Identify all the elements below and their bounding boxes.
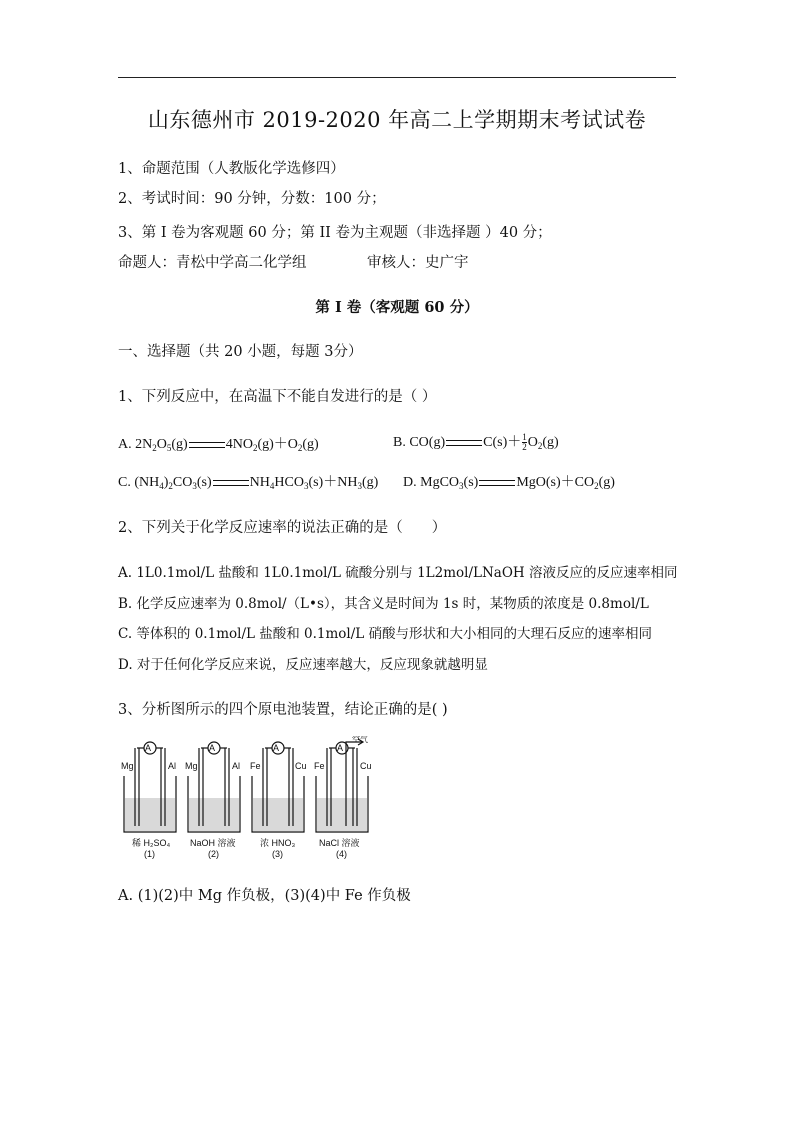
cell-1-left-electrode: Mg <box>121 761 134 771</box>
cell-2-right-electrode: Al <box>232 761 241 771</box>
q1-option-b-equation: CO(g) C(s)＋ $\frac{1}{2}$ $O_2(g)$ <box>409 432 559 453</box>
cell-4-number: (4) <box>336 849 347 859</box>
q1-option-d-equation: MgCO$_3$(s) $MgO(s)+CO_2(g)$ <box>420 475 615 491</box>
q2-option-d: D. 对于任何化学反应来说，反应速率越大，反应现象就越明显 <box>118 657 488 673</box>
q2-option-b: B. 化学反应速率为 0.8mol/（L•s），其含义是时间为 1s 时，某物质的浓度是 0.8mol/L <box>118 596 649 612</box>
info-structure: 3、第 I 卷为客观题 60 分；第 II 卷为主观题（非选择题 ）40 分； <box>118 225 552 241</box>
q1-option-b <box>393 431 559 452</box>
q1-option-c-equation: $(NH_4)_2CO_3(s)$ $NH_4HCO_3(s)+NH_3(g)$ <box>134 475 379 491</box>
cell-4-left-electrode: Fe <box>314 761 325 771</box>
page-title: 山东德州市 2019-2020 年高二上学期期末考试试卷 <box>147 108 647 132</box>
header-rule <box>118 77 676 78</box>
galvanic-cells-figure <box>118 736 388 864</box>
part-heading: 一、选择题（共 20 小题，每题 3分） <box>118 344 363 360</box>
ammeter-1-label: A <box>145 743 152 753</box>
cell-4-right-electrode: Cu <box>360 761 372 771</box>
cell-3-number: (3) <box>272 849 283 859</box>
q1-stem: 1、下列反应中，在高温下不能自发进行的是（ ） <box>118 389 437 405</box>
ammeter-3-label: A <box>273 743 280 753</box>
cell-2-solution: NaOH 溶液 <box>190 838 236 848</box>
info-reviewer: 审核人：史广宇 <box>367 255 469 271</box>
q2-option-c: C. 等体积的 0.1mol/L 盐酸和 0.1mol/L 硝酸与形状和大小相同的大理石反应的速率相同 <box>118 626 653 642</box>
cell-3-solution: 浓 HNO₃ <box>260 838 296 848</box>
q3-stem: 3、分析图所示的四个原电池装置，结论正确的是( ) <box>118 702 448 718</box>
q1-option-a <box>118 433 319 453</box>
q1-option-c <box>118 471 378 491</box>
q1-option-a-label: A. <box>118 437 132 452</box>
q1-option-b-label: B. <box>393 435 406 450</box>
ammeter-4-label: A <box>337 743 344 753</box>
q2-option-a: A. 1L0.1mol/L 盐酸和 1L0.1mol/L 硫酸分别与 1L2mol/LNaOH 溶液反应的反应速率相同 <box>118 565 678 581</box>
cell-2-number: (2) <box>208 849 219 859</box>
info-scope: 1、命题范围（人教版化学选修四） <box>118 161 345 177</box>
q2-stem: 2、下列关于化学反应速率的说法正确的是（ ） <box>118 520 447 536</box>
q1-option-d <box>403 471 615 491</box>
air-label: 空气 <box>352 736 368 744</box>
cell-3-left-electrode: Fe <box>250 761 261 771</box>
info-time: 2、考试时间：90 分钟，分数：100 分； <box>118 191 386 207</box>
cell-2-left-electrode: Mg <box>185 761 198 771</box>
q3-option-a: A. (1)(2)中 Mg 作负极，(3)(4)中 Fe 作负极 <box>118 888 411 904</box>
ammeter-2-label: A <box>209 743 216 753</box>
cell-1-number: (1) <box>144 849 155 859</box>
info-author: 命题人：青松中学高二化学组 <box>118 255 307 271</box>
cell-1-right-electrode: Al <box>168 761 177 771</box>
q1-option-a-equation: $2N_2O_5(g)$ $4NO_2(g)+O_2(g)$ <box>135 437 319 453</box>
q1-option-d-label: D. <box>403 475 417 490</box>
section-title: 第 I 卷（客观题 60 分） <box>315 299 479 316</box>
q1-option-c-label: C. <box>118 475 131 490</box>
cell-3-right-electrode: Cu <box>295 761 307 771</box>
cell-1-solution: 稀 H₂SO₄ <box>132 838 171 848</box>
cell-4-solution: NaCl 溶液 <box>319 838 360 848</box>
